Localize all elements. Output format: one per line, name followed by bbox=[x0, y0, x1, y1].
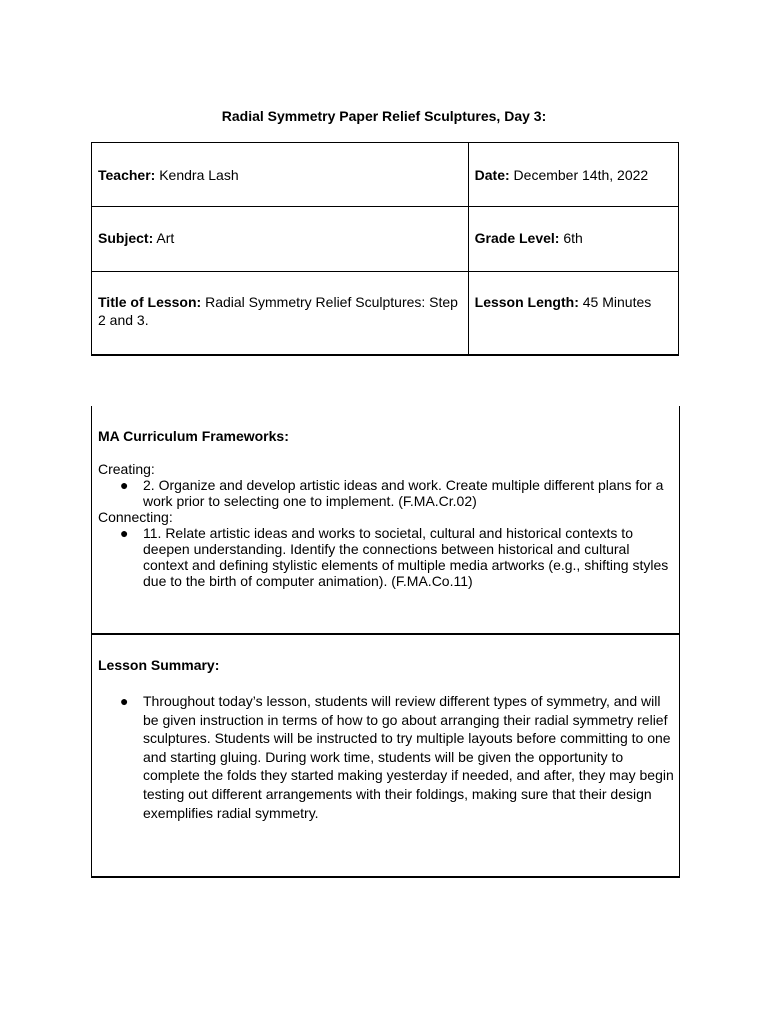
connecting-list bbox=[98, 525, 674, 589]
connecting-label: Connecting: bbox=[98, 509, 173, 525]
table-row bbox=[92, 272, 679, 355]
date-cell bbox=[468, 143, 678, 207]
bullet-icon: ● bbox=[120, 525, 129, 541]
creating-item-text: 2. Organize and develop artistic ideas and work. Create multiple different plans for a work prior to selecting one to implement. (F.MA.Cr.02) bbox=[143, 477, 664, 509]
creating-label: Creating: bbox=[98, 461, 155, 477]
summary-heading: Lesson Summary: bbox=[98, 657, 220, 673]
bullet-icon: ● bbox=[120, 693, 129, 709]
summary-content bbox=[98, 692, 674, 822]
table-row bbox=[92, 207, 679, 272]
lesson-summary-box bbox=[91, 635, 680, 878]
table-row bbox=[92, 143, 679, 207]
teacher-label: Teacher: bbox=[98, 167, 156, 183]
grade-value: 6th bbox=[559, 230, 583, 246]
curriculum-frameworks-box bbox=[91, 406, 680, 635]
lesson-info-table bbox=[91, 142, 679, 356]
lesson-title-cell bbox=[92, 272, 469, 355]
lesson-length-cell bbox=[468, 272, 678, 355]
list-item bbox=[98, 692, 674, 822]
list-item bbox=[98, 525, 674, 589]
subject-cell bbox=[92, 207, 469, 272]
list-item bbox=[98, 477, 674, 509]
creating-list bbox=[98, 477, 674, 509]
date-label: Date: bbox=[474, 167, 510, 183]
grade-label: Grade Level: bbox=[474, 230, 560, 246]
frameworks-content bbox=[98, 461, 674, 589]
summary-item-text: Throughout today’s lesson, students will review different types of symmetry, and will be given instruction in terms of how to go about arranging their radial symmetry relief sculptures. Students will be instructed to try multiple layouts before committing to one and starting gluing. During work time, students will be given the opportunity to complete the folds they started making yesterday if needed, and after, they may begin testing out different arrangements with their foldings, making sure that their design exemplifies radial symmetry. bbox=[143, 693, 674, 821]
lesson-title-value: Radial Symmetry Relief Sculptures: Step 2 and 3. bbox=[98, 294, 458, 328]
document-title: Radial Symmetry Paper Relief Sculptures, Day 3: bbox=[221, 108, 547, 124]
teacher-cell bbox=[92, 143, 469, 207]
bullet-icon: ● bbox=[120, 477, 129, 493]
frameworks-heading: MA Curriculum Frameworks: bbox=[98, 428, 289, 444]
summary-list bbox=[98, 692, 674, 822]
lesson-length-value: 45 Minutes bbox=[578, 294, 652, 310]
date-value: December 14th, 2022 bbox=[509, 167, 649, 183]
lesson-title-label: Title of Lesson: bbox=[98, 294, 202, 310]
teacher-value: Kendra Lash bbox=[155, 167, 239, 183]
subject-label: Subject: bbox=[98, 230, 154, 246]
subject-value: Art bbox=[153, 230, 175, 246]
grade-cell bbox=[468, 207, 678, 272]
lesson-length-label: Lesson Length: bbox=[474, 294, 579, 310]
connecting-item-text: 11. Relate artistic ideas and works to societal, cultural and historical contexts to deepen understanding. Identify the connections between historical and cultural context and defining stylistic elements of multiple media artworks (e.g., shifting styles due to the birth of computer animation). (F.MA.Co.11) bbox=[143, 525, 669, 589]
